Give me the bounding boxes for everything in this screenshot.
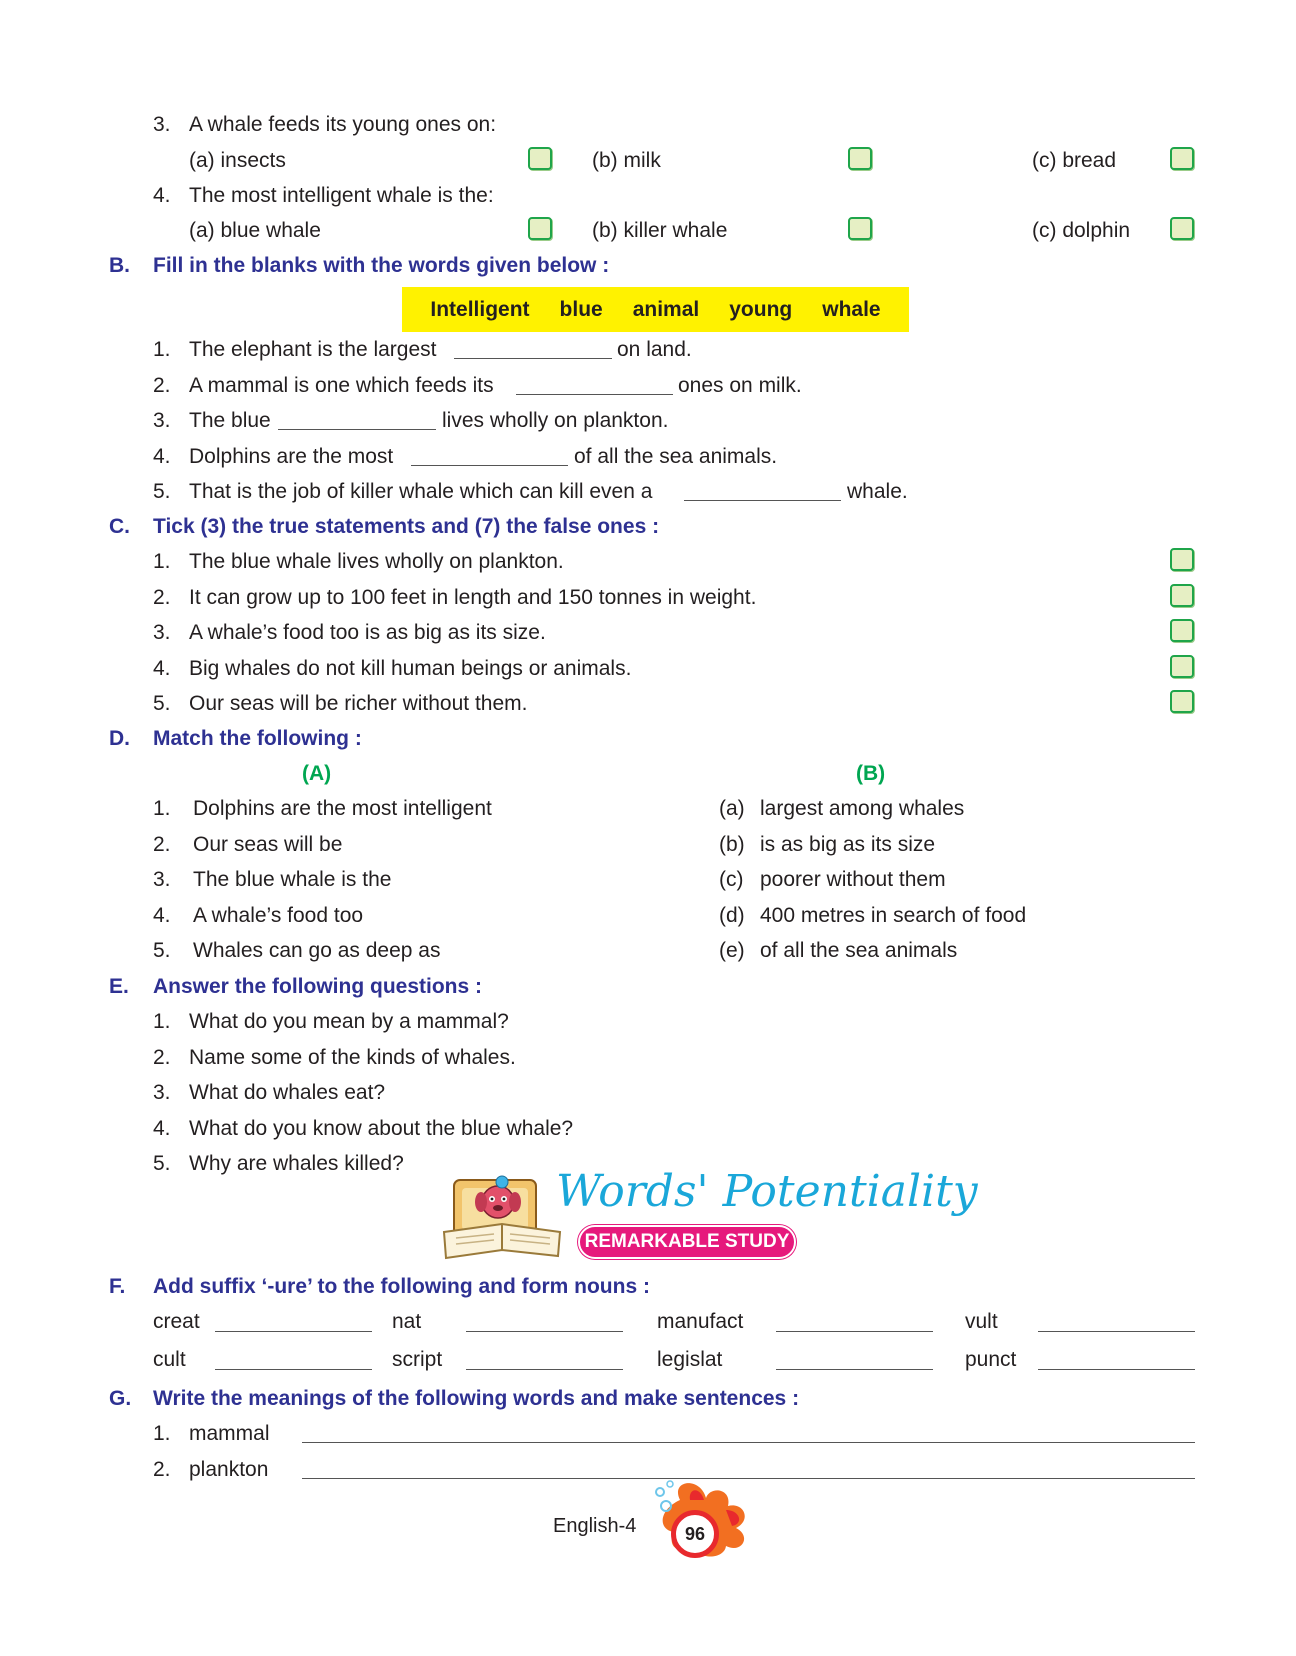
match-left-text: A whale’s food too bbox=[193, 904, 364, 927]
question-number: 4. bbox=[153, 1117, 171, 1140]
match-right-letter: (d) bbox=[719, 904, 745, 927]
question-text: What do you know about the blue whale? bbox=[189, 1117, 574, 1140]
suffix-blank[interactable] bbox=[466, 1369, 623, 1370]
suffix-blank[interactable] bbox=[776, 1369, 933, 1370]
suffix-word: cult bbox=[153, 1348, 186, 1371]
suffix-word: punct bbox=[965, 1348, 1017, 1371]
mcq-q4-option-a: (a) blue whale bbox=[189, 219, 321, 242]
fill-item-text: whale. bbox=[847, 480, 908, 503]
meaning-answer-line[interactable] bbox=[302, 1478, 1195, 1479]
mcq-q4-option-b: (b) killer whale bbox=[592, 219, 728, 242]
match-right-text: is as big as its size bbox=[760, 833, 936, 856]
tf-item-number: 3. bbox=[153, 621, 171, 644]
suffix-blank[interactable] bbox=[776, 1331, 933, 1332]
word-bank bbox=[402, 287, 909, 332]
match-right-letter: (e) bbox=[719, 939, 745, 962]
section-c-letter: C. bbox=[109, 515, 130, 538]
suffix-word: legislat bbox=[657, 1348, 723, 1371]
mcq-q4-number: 4. bbox=[153, 184, 171, 207]
section-e-letter: E. bbox=[109, 975, 129, 998]
match-left-number: 1. bbox=[153, 797, 171, 820]
word-bank-item: animal bbox=[632, 297, 700, 321]
fill-item-text: A mammal is one which feeds its bbox=[189, 374, 494, 397]
question-number: 3. bbox=[153, 1081, 171, 1104]
section-b-letter: B. bbox=[109, 254, 130, 277]
suffix-blank[interactable] bbox=[1038, 1331, 1195, 1332]
tf-checkbox[interactable] bbox=[1170, 619, 1194, 642]
match-left-text: Our seas will be bbox=[193, 833, 343, 856]
meaning-item-word: plankton bbox=[189, 1458, 269, 1481]
checkbox-q4-c[interactable] bbox=[1170, 217, 1194, 240]
fill-item-number: 5. bbox=[153, 480, 171, 503]
word-bank-item: Intelligent bbox=[430, 297, 530, 321]
tf-item-number: 4. bbox=[153, 657, 171, 680]
question-number: 1. bbox=[153, 1010, 171, 1033]
match-right-text: of all the sea animals bbox=[760, 939, 958, 962]
mcq-q4-text: The most intelligent whale is the: bbox=[189, 184, 494, 207]
match-left-number: 3. bbox=[153, 868, 171, 891]
match-right-text: largest among whales bbox=[760, 797, 965, 820]
question-number: 2. bbox=[153, 1046, 171, 1069]
mcq-q3-number: 3. bbox=[153, 113, 171, 136]
question-text: What do you mean by a mammal? bbox=[189, 1010, 509, 1033]
tf-checkbox[interactable] bbox=[1170, 690, 1194, 713]
fill-item-text: of all the sea animals. bbox=[574, 445, 778, 468]
mcq-q3-option-b: (b) milk bbox=[592, 149, 661, 172]
column-b-heading: (B) bbox=[856, 762, 886, 785]
match-right-letter: (a) bbox=[719, 797, 745, 820]
fill-blank[interactable] bbox=[411, 465, 568, 466]
fill-blank[interactable] bbox=[454, 358, 612, 359]
question-text: Why are whales killed? bbox=[189, 1152, 404, 1175]
tf-item-text: Big whales do not kill human beings or animals. bbox=[189, 657, 632, 680]
suffix-word: creat bbox=[153, 1310, 200, 1333]
question-text: Name some of the kinds of whales. bbox=[189, 1046, 516, 1069]
section-d-title: Match the following : bbox=[153, 727, 362, 750]
match-left-text: Dolphins are the most intelligent bbox=[193, 797, 492, 820]
checkbox-q3-a[interactable] bbox=[528, 147, 552, 170]
checkbox-q3-c[interactable] bbox=[1170, 147, 1194, 170]
tf-item-text: It can grow up to 100 feet in length and 150 tonnes in weight. bbox=[189, 586, 757, 609]
checkbox-q4-a[interactable] bbox=[528, 217, 552, 240]
mcq-q3-text: A whale feeds its young ones on: bbox=[189, 113, 497, 136]
meaning-item-number: 1. bbox=[153, 1422, 171, 1445]
question-number: 5. bbox=[153, 1152, 171, 1175]
suffix-blank[interactable] bbox=[466, 1331, 623, 1332]
suffix-blank[interactable] bbox=[1038, 1369, 1195, 1370]
meaning-item-word: mammal bbox=[189, 1422, 270, 1445]
match-right-text: 400 metres in search of food bbox=[760, 904, 1027, 927]
mcq-q3-option-c: (c) bread bbox=[1032, 149, 1117, 172]
tf-item-number: 5. bbox=[153, 692, 171, 715]
suffix-word: vult bbox=[965, 1310, 998, 1333]
section-g-title: Write the meanings of the following words and make sentences : bbox=[153, 1387, 800, 1410]
tf-item-number: 1. bbox=[153, 550, 171, 573]
fill-item-text: Dolphins are the most bbox=[189, 445, 394, 468]
section-g-letter: G. bbox=[109, 1387, 132, 1410]
checkbox-q4-b[interactable] bbox=[848, 217, 872, 240]
footer-book-title: English-4 bbox=[553, 1515, 637, 1537]
tf-item-text: A whale’s food too is as big as its size. bbox=[189, 621, 546, 644]
word-bank-item: young bbox=[729, 297, 793, 321]
suffix-word: script bbox=[392, 1348, 443, 1371]
tf-item-number: 2. bbox=[153, 586, 171, 609]
fill-item-number: 2. bbox=[153, 374, 171, 397]
section-f-title: Add suffix ‘-ure’ to the following and form nouns : bbox=[153, 1275, 650, 1298]
suffix-blank[interactable] bbox=[215, 1331, 372, 1332]
section-b-title: Fill in the blanks with the words given below : bbox=[153, 254, 610, 277]
match-right-text: poorer without them bbox=[760, 868, 946, 891]
question-text: What do whales eat? bbox=[189, 1081, 386, 1104]
match-left-number: 2. bbox=[153, 833, 171, 856]
fill-item-number: 3. bbox=[153, 409, 171, 432]
fill-item-text: That is the job of killer whale which can kill even a bbox=[189, 480, 653, 503]
word-bank-item: whale bbox=[822, 297, 881, 321]
checkbox-q3-b[interactable] bbox=[848, 147, 872, 170]
match-left-number: 4. bbox=[153, 904, 171, 927]
fill-item-text: The blue bbox=[189, 409, 271, 432]
fill-item-text: on land. bbox=[617, 338, 692, 361]
match-right-letter: (c) bbox=[719, 868, 744, 891]
fill-item-text: ones on milk. bbox=[678, 374, 802, 397]
tf-item-text: The blue whale lives wholly on plankton. bbox=[189, 550, 564, 573]
section-e-title: Answer the following questions : bbox=[153, 975, 483, 998]
section-d-letter: D. bbox=[109, 727, 130, 750]
match-left-number: 5. bbox=[153, 939, 171, 962]
suffix-blank[interactable] bbox=[215, 1369, 372, 1370]
tf-checkbox[interactable] bbox=[1170, 548, 1194, 571]
dog-reading-book-illustration bbox=[440, 1172, 570, 1264]
word-bank-item: blue bbox=[559, 297, 603, 321]
fill-item-number: 1. bbox=[153, 338, 171, 361]
meaning-answer-line[interactable] bbox=[302, 1442, 1195, 1443]
mcq-q3-option-a: (a) insects bbox=[189, 149, 286, 172]
page-number: 96 bbox=[671, 1510, 719, 1558]
meaning-item-number: 2. bbox=[153, 1458, 171, 1481]
suffix-word: nat bbox=[392, 1310, 422, 1333]
fill-item-number: 4. bbox=[153, 445, 171, 468]
fill-blank[interactable] bbox=[684, 500, 841, 501]
match-left-text: Whales can go as deep as bbox=[193, 939, 441, 962]
match-right-letter: (b) bbox=[719, 833, 745, 856]
banner-badge: REMARKABLE STUDY bbox=[578, 1225, 796, 1259]
mcq-q4-option-c: (c) dolphin bbox=[1032, 219, 1131, 242]
tf-item-text: Our seas will be richer without them. bbox=[189, 692, 528, 715]
suffix-word: manufact bbox=[657, 1310, 744, 1333]
fill-blank[interactable] bbox=[278, 429, 436, 430]
tf-checkbox[interactable] bbox=[1170, 655, 1194, 678]
tf-checkbox[interactable] bbox=[1170, 584, 1194, 607]
column-a-heading: (A) bbox=[302, 762, 332, 785]
section-c-title: Tick (3) the true statements and (7) the false ones : bbox=[153, 515, 660, 538]
fill-item-text: The elephant is the largest bbox=[189, 338, 437, 361]
fill-item-text: lives wholly on plankton. bbox=[442, 409, 669, 432]
fill-blank[interactable] bbox=[516, 394, 673, 395]
section-f-letter: F. bbox=[109, 1275, 126, 1298]
banner-title: Words' Potentiality bbox=[556, 1166, 978, 1217]
match-left-text: The blue whale is the bbox=[193, 868, 392, 891]
